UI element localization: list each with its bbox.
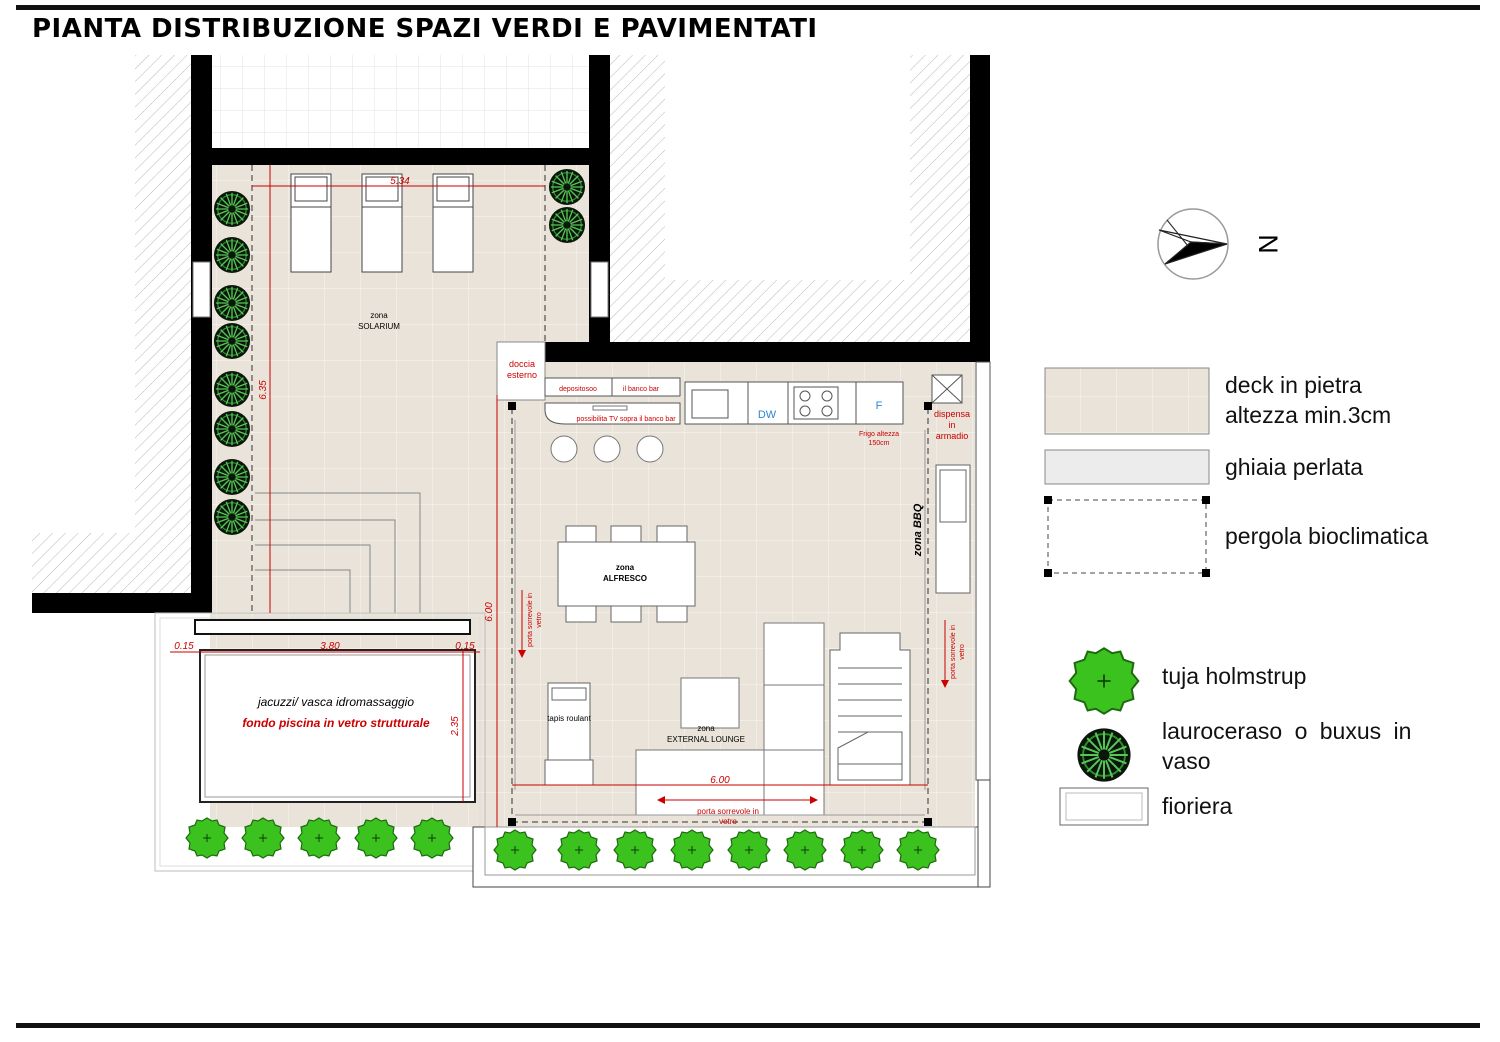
dim-pool-left: 0.15	[174, 641, 194, 652]
potted-shrub-icon	[1077, 728, 1130, 781]
pergola-swatch	[1048, 500, 1206, 573]
zone-solarium-line1: zona	[370, 311, 388, 320]
legend-lauroceraso-line2: vaso	[1162, 748, 1211, 774]
legend-deck-line1: deck in pietra	[1225, 372, 1362, 398]
label-doccia-1: doccia	[508, 359, 536, 369]
zone-alfresco-line2: ALFRESCO	[603, 574, 647, 583]
legend-tuja: tuja holmstrup	[1162, 663, 1307, 689]
compass-north-label: N	[1253, 234, 1283, 254]
legend-gravel: ghiaia perlata	[1225, 454, 1364, 480]
legend-deck-line2: altezza min.3cm	[1225, 402, 1392, 428]
label-dispensa-3: armadio	[935, 431, 969, 441]
label-dispensa-1: dispensa	[933, 409, 971, 419]
compass-icon	[1158, 209, 1228, 279]
zone-bbq: zona BBQ	[912, 503, 924, 557]
label-porta-right-2: vetro	[959, 644, 966, 660]
planter-strip	[976, 362, 990, 780]
zone-solarium-line2: SOLARIUM	[358, 322, 400, 331]
courtyard-white	[665, 55, 910, 280]
dim-pool-width: 3.80	[320, 641, 340, 652]
label-frigo-1: Frigo altezza	[858, 431, 900, 438]
dim-solarium-length: 6.35	[258, 380, 269, 400]
hatched-area-top-left	[135, 55, 193, 533]
label-jacuzzi: jacuzzi/ vasca idromassaggio	[257, 695, 415, 709]
label-porta-bottom-2: vetro	[719, 817, 737, 826]
label-doccia-2: esterno	[506, 370, 538, 380]
upper-terrace-tiles	[212, 55, 590, 150]
legend-pergola: pergola bioclimatica	[1225, 523, 1429, 549]
label-porta-right-1: porta sorrevole in	[950, 624, 957, 680]
label-deposito: depositosoo	[559, 386, 597, 393]
label-porta-left-1: porta sorrevole in	[527, 592, 534, 648]
page-title: PIANTA DISTRIBUZIONE SPAZI VERDI E PAVIMENTATI	[32, 14, 818, 44]
label-fondo: fondo piscina in vetro strutturale	[242, 716, 430, 730]
zone-alfresco-line1: zona	[615, 563, 635, 572]
label-porta-left-2: vetro	[536, 612, 543, 628]
stone-deck-swatch	[1045, 368, 1209, 434]
gravel-swatch	[1045, 450, 1209, 484]
label-porta-bottom-1: porta sorrevole in	[697, 807, 759, 816]
sink	[692, 390, 728, 418]
dim-deck-length: 6.00	[484, 602, 495, 622]
thuja-tree-icon	[1070, 648, 1139, 713]
zone-lounge-line1: zona	[697, 724, 715, 733]
label-tv: possibilita TV sopra il banco bar	[576, 416, 676, 423]
label-banco-bar: il banco bar	[622, 386, 660, 393]
label-dw: DW	[757, 409, 777, 421]
label-tapis: tapis roulant	[547, 714, 591, 723]
planter-swatch	[1060, 788, 1148, 825]
label-dispensa-2: in	[948, 420, 956, 430]
legend-lauroceraso-line1: lauroceraso o buxus in	[1162, 718, 1412, 744]
legend-fioriera: fioriera	[1162, 793, 1233, 819]
zone-lounge-line2: EXTERNAL LOUNGE	[667, 735, 745, 744]
hatched-area-left	[32, 533, 193, 593]
dim-pool-depth: 2.35	[450, 716, 461, 736]
label-frigo-2: 150cm	[868, 440, 890, 447]
label-f: F	[875, 400, 883, 412]
dim-solarium-width: 5.34	[390, 176, 410, 187]
dim-pool-right: 0.15	[455, 641, 475, 652]
dim-lounge-width: 6.00	[710, 775, 730, 786]
